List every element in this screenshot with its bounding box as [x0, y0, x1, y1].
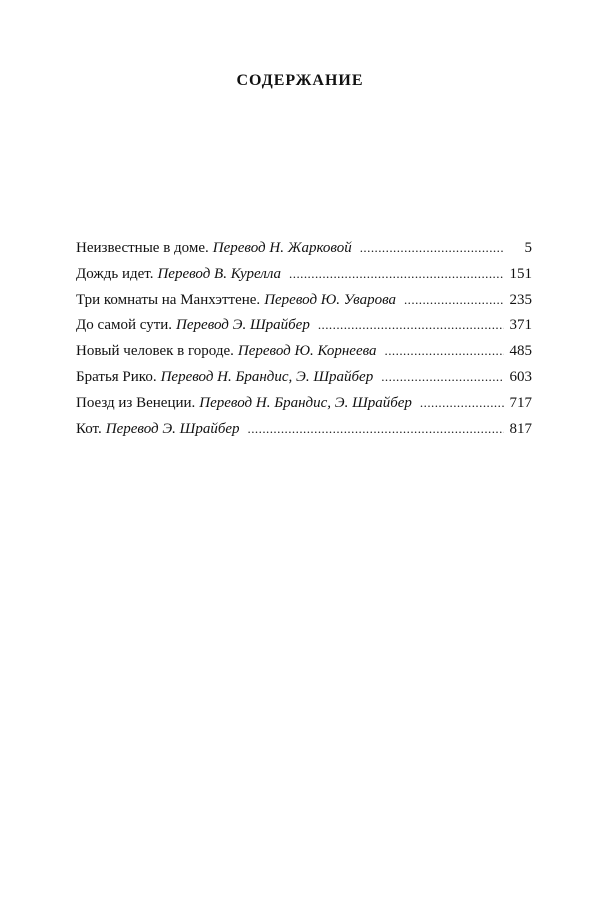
- toc-entry-page: 603: [509, 368, 532, 385]
- toc-dot-leader: [248, 421, 504, 437]
- toc-entry-translator: Перевод Э. Шрайбер: [176, 317, 310, 334]
- toc-entry-page: 235: [509, 291, 532, 308]
- table-of-contents: [76, 240, 532, 446]
- toc-entry-title: Три комнаты на Манхэттене.: [76, 291, 261, 308]
- toc-entry: [76, 421, 532, 447]
- toc-entry-translator: Перевод Ю. Уварова: [264, 291, 396, 308]
- toc-entry-page: 817: [509, 420, 532, 437]
- toc-entry-title: Кот.: [76, 420, 102, 437]
- page-title: СОДЕРЖАНИЕ: [236, 72, 364, 89]
- toc-entry-title: Дождь идет.: [76, 265, 154, 282]
- toc-entry-title: Поезд из Венеции.: [76, 394, 196, 411]
- toc-entry-page: 485: [509, 343, 532, 360]
- toc-dot-leader: [360, 240, 504, 256]
- toc-entry-translator: Перевод Н. Брандис, Э. Шрайбер: [199, 394, 412, 411]
- toc-entry: [76, 266, 532, 292]
- toc-dot-leader: [420, 395, 504, 411]
- toc-entry: [76, 292, 532, 318]
- toc-entry: [76, 395, 532, 421]
- toc-entry-title: Братья Рико.: [76, 368, 157, 385]
- toc-dot-leader: [318, 317, 504, 333]
- toc-entry-page: 5: [524, 240, 532, 256]
- toc-entry-page: 371: [509, 317, 532, 334]
- toc-entry: [76, 317, 532, 343]
- toc-entry: [76, 369, 532, 395]
- toc-entry-title: Неизвестные в доме.: [76, 240, 209, 256]
- toc-entry: [76, 343, 532, 369]
- toc-entry-translator: Перевод Ю. Корнеева: [237, 343, 377, 360]
- toc-entry-page: 151: [509, 265, 532, 282]
- toc-entry-translator: Перевод Н. Брандис, Э. Шрайбер: [160, 368, 374, 385]
- toc-entry-translator: Перевод В. Курелла: [157, 265, 282, 282]
- toc-entry-translator: Перевод Э. Шрайбер: [105, 420, 240, 437]
- toc-dot-leader: [385, 343, 504, 359]
- toc-entry-title: До самой сути.: [76, 317, 173, 334]
- toc-entry-page: 717: [509, 394, 532, 411]
- toc-dot-leader: [381, 369, 504, 385]
- toc-entry-translator: Перевод Н. Жарковой: [212, 240, 352, 256]
- toc-dot-leader: [404, 292, 504, 308]
- toc-entry-title: Новый человек в городе.: [76, 343, 234, 360]
- toc-entry: [76, 240, 532, 266]
- toc-dot-leader: [289, 266, 504, 282]
